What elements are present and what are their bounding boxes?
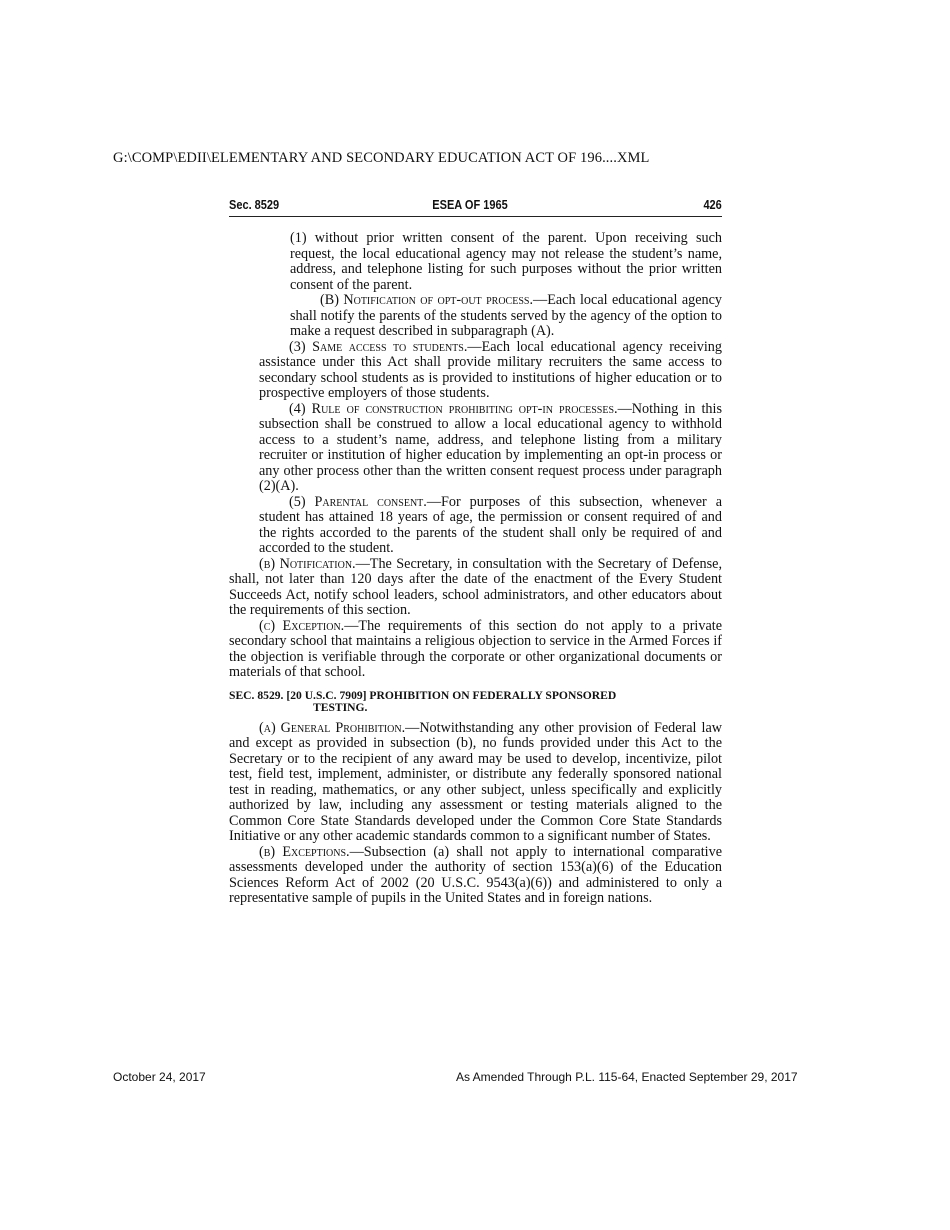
file-path: G:\COMP\EDII\ELEMENTARY AND SECONDARY EDUCATION ACT OF 196....XML	[113, 150, 650, 166]
paragraph-heading: (a) General Prohibition.	[259, 719, 406, 736]
page-body	[229, 231, 722, 907]
paragraph-text: —For purposes of this subsection, whenever a student has attained 18 years of age, the permission or consent required of and the rights accorded to the parents of the student shall only be required of and accorded to the student.	[259, 493, 722, 556]
paragraph-3	[229, 340, 722, 402]
paragraph-text: —Each local educational agency shall notify the parents of the students served by the agency of the option to make a request described in subparagraph (A).	[290, 292, 722, 339]
paragraph-text: —Each local educational agency receiving assistance under this Act shall provide military recruiters the same access to secondary school students as is provided to institutions of higher education or to prospective employers of those students.	[259, 338, 722, 401]
running-head-title: ESEA OF 1965	[432, 198, 508, 212]
header-rule	[229, 216, 722, 217]
paragraph-a1: (1) without prior written consent of the parent. Upon receiving such request, the local educational agency may not release the student’s name, address, and telephone listing for such purposes without the prior written consent of the parent.	[290, 230, 722, 293]
paragraph-heading: (b) Exceptions.	[259, 843, 350, 860]
paragraph-text: —The requirements of this section do not apply to a private secondary school that maintains a religious objection to service in the Armed Forces if the objection is verifiable through the corporate or other organizational documents or materials of that school.	[229, 617, 722, 680]
paragraph-text: —Nothing in this subsection shall be construed to allow a local educational agency to withhold access to a student’s name, address, and telephone listing from a military recruiter or institution of higher education by implementing an opt-in process or any other process other than the written consent request process under paragraph (2)(A).	[259, 400, 722, 494]
paragraph-heading: (5) Parental consent.	[289, 493, 427, 510]
paragraph-text: —Subsection (a) shall not apply to international comparative assessments developed under the authority of section 153(a)(6) of the Education Sciences Reform Act of 2002 (20 U.S.C. 9543(a)(6)) and administered to only a representative sample of pupils in the United States and in foreign nations.	[229, 843, 722, 906]
section-heading	[229, 690, 722, 714]
paragraph-heading: (3) Same access to students.	[289, 338, 468, 355]
running-head-section: Sec. 8529	[229, 198, 280, 212]
paragraph-4	[229, 402, 722, 495]
paragraph-5	[229, 495, 722, 557]
paragraph-text: —Notwithstanding any other provision of Federal law and except as provided in subsection (b), no funds provided under this Act to the Secretary or to the recipient of any award may be used to develop, incentivize, pilot test, field test, implement, administer, or distribute any federally sponsored national test in reading, mathematics, or any other subject, unless specifically and explicitly authorized by law, including any assessment or testing materials aligned to the Common Core State Standards developed under the Common Core State Standards Initiative or any other academic standards common to a significant number of States.	[229, 719, 722, 844]
section-paragraph-b	[229, 845, 722, 907]
paragraph-b-notification	[229, 293, 722, 340]
footer-amended: As Amended Through P.L. 115-64, Enacted September 29, 2017	[456, 1070, 798, 1084]
paragraph-heading: (4) Rule of construction prohibiting opt-in processes.	[289, 400, 618, 417]
footer-date: October 24, 2017	[113, 1070, 206, 1084]
paragraph-c	[229, 619, 722, 681]
section-heading-line1: SEC. 8529. [20 U.S.C. 7909] PROHIBITION ON FEDERALLY SPONSORED	[229, 688, 617, 702]
paragraph-heading: (B) Notification of opt-out process.	[320, 292, 533, 308]
paragraph-text: —The Secretary, in consultation with the Secretary of Defense, shall, not later than 120 days after the date of the enactment of the Every Student Succeeds Act, notify school leaders, school administrators, and other educators about the requirements of this section.	[229, 555, 722, 618]
section-paragraph-a	[229, 721, 722, 845]
section-heading-line2: TESTING.	[313, 700, 368, 714]
paragraph-heading: (c) Exception.	[259, 617, 345, 634]
running-head-page: 426	[703, 198, 722, 212]
running-head	[229, 196, 722, 216]
paragraph-heading: (b) Notification.	[259, 555, 356, 572]
paragraph-b	[229, 557, 722, 619]
